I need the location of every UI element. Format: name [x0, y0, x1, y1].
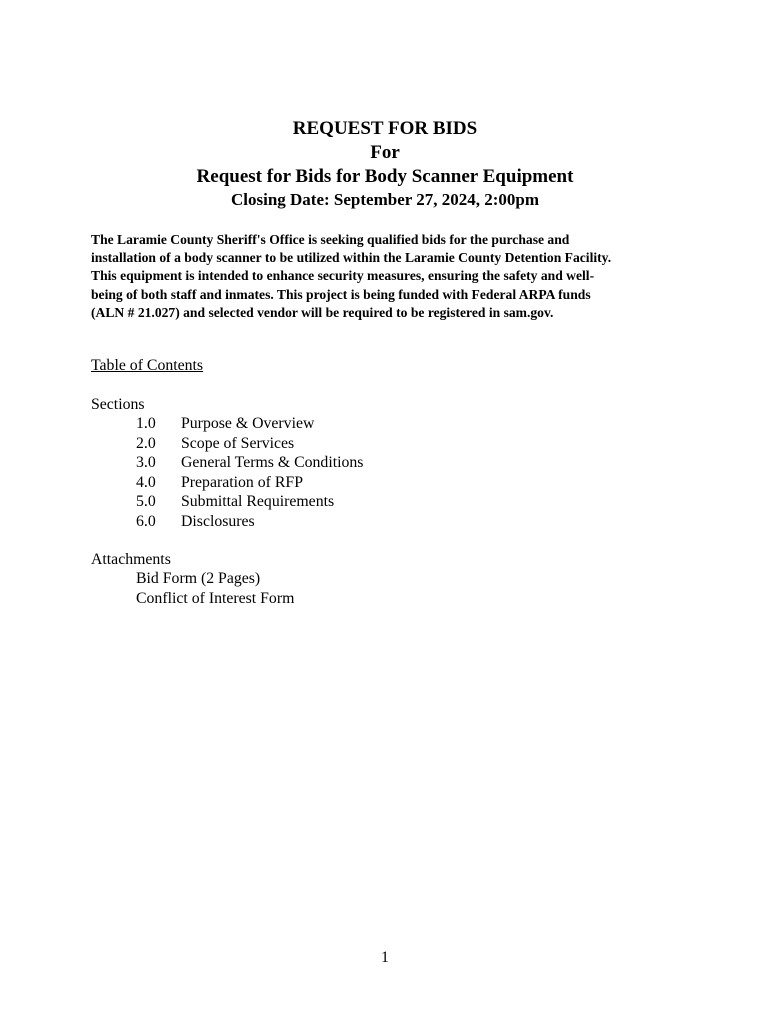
for-line: For	[370, 142, 400, 163]
section-number: 6.0	[136, 512, 156, 530]
intro-line: (ALN # 21.027) and selected vendor will be required to be registered in sam.gov.	[91, 304, 554, 320]
sections-heading: Sections	[91, 396, 145, 413]
section-list	[136, 414, 436, 531]
section-number: 2.0	[136, 434, 156, 452]
intro-line: The Laramie County Sheriff's Office is seeking qualified bids for the purchase and	[91, 232, 570, 247]
section-number: 1.0	[136, 415, 156, 432]
section-number: 5.0	[136, 493, 156, 510]
intro-line: This equipment is intended to enhance security measures, ensuring the safety and well-	[91, 268, 595, 284]
section-item	[136, 512, 436, 532]
document-title: REQUEST FOR BIDS	[292, 118, 478, 139]
document-subtitle: Request for Bids for Body Scanner Equipment	[196, 166, 574, 187]
section-item	[136, 434, 436, 454]
attachment-item: Bid Form (2 Pages)	[136, 570, 261, 587]
title-block	[0, 117, 770, 211]
section-title: Submittal Requirements	[181, 493, 335, 510]
section-item	[136, 492, 436, 512]
section-title: Purpose & Overview	[181, 415, 315, 432]
section-number: 4.0	[136, 473, 156, 491]
intro-line: installation of a body scanner to be utilized within the Laramie County Detention Facility.	[91, 250, 612, 266]
section-item	[136, 473, 436, 493]
attachment-list	[136, 569, 294, 608]
toc-heading: Table of Contents	[91, 357, 204, 374]
section-number: 3.0	[136, 454, 156, 471]
intro-paragraph	[91, 231, 691, 322]
section-title: Preparation of RFP	[181, 473, 303, 491]
section-item	[136, 453, 436, 473]
page-number: 1	[381, 949, 389, 966]
attachments-heading: Attachments	[91, 551, 171, 568]
section-title: Disclosures	[181, 512, 255, 530]
closing-date: Closing Date: September 27, 2024, 2:00pm	[230, 190, 540, 209]
section-title: General Terms & Conditions	[181, 454, 364, 471]
intro-line: being of both staff and inmates. This project is being funded with Federal ARPA funds	[91, 286, 591, 302]
section-item	[136, 414, 436, 434]
attachment-item: Conflict of Interest Form	[136, 589, 295, 607]
section-title: Scope of Services	[181, 434, 295, 452]
